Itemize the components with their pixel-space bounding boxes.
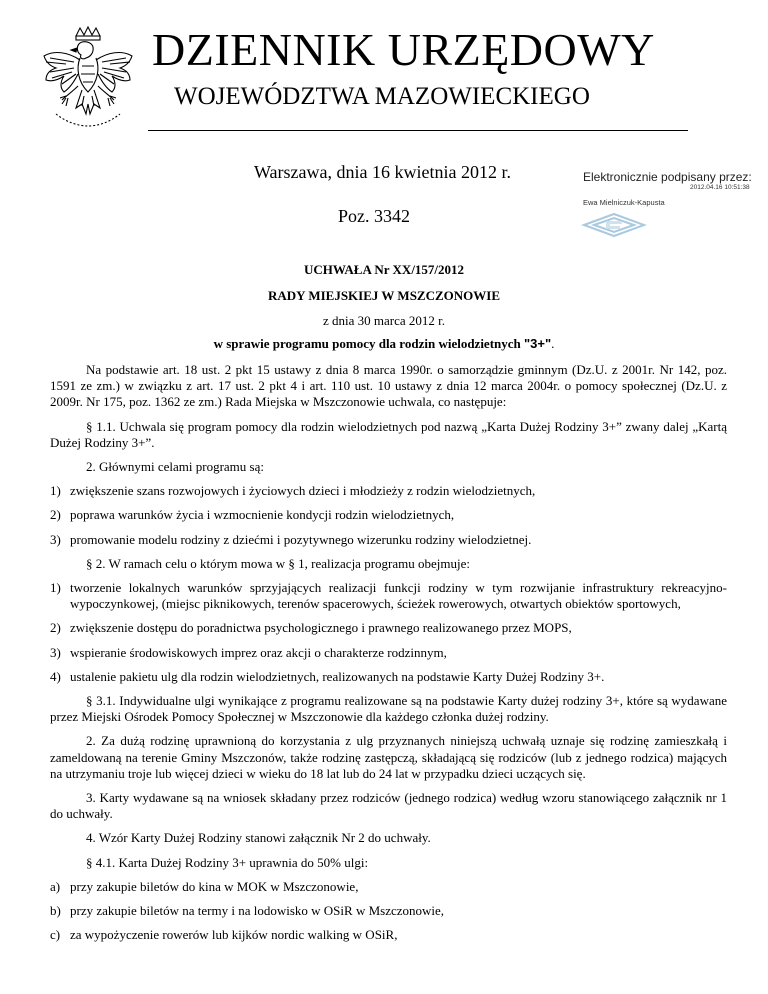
list-text: zwiększenie dostępu do poradnictwa psychologicznego i prawnego realizowanego przez MOPS,	[70, 620, 572, 636]
list-marker: b)	[50, 903, 61, 919]
list-item	[50, 669, 727, 685]
list-item	[50, 483, 727, 499]
section-4-1: § 4.1. Karta Dużej Rodziny 3+ uprawnia do 50% ulgi:	[86, 854, 369, 870]
act-date: z dnia 30 marca 2012 r.	[322, 313, 445, 328]
list-marker: 1)	[50, 580, 61, 596]
list-item	[50, 879, 727, 895]
signature-name: Ewa Mielniczuk-Kapusta	[583, 198, 665, 207]
list-item	[50, 532, 727, 548]
section-1-2: 2. Głównymi celami programu są:	[86, 459, 264, 475]
list-marker: 3)	[50, 531, 61, 547]
act-subject	[0, 336, 768, 352]
list-text: ustalenie pakietu ulg dla rodzin wielodzietnych, realizowanych na podstawie Karty Dużej Rodziny 3+.	[70, 668, 605, 684]
list-item	[50, 620, 727, 636]
list-marker: c)	[50, 927, 61, 943]
list-item	[50, 927, 727, 943]
list-text: tworzenie lokalnych warunków sprzyjających realizacji funkcji rodziny w tym rozwijanie infrastruktury rekreacyjno-wypoczynkowej, (miejsc piknikowych, terenów spacerowych, ścieżek rowerowych, otwartych obiektów sportowych,	[70, 580, 727, 612]
list-text: wspieranie środowiskowych imprez oraz akcji o charakterze rodzinnym,	[70, 644, 447, 660]
section-3-3: 3. Karty wydawane są na wniosek składany przez rodziców (jednego rodzica) według wzoru stanowiącego załącznik nr 1 do uchwały.	[50, 790, 727, 822]
act-council: RADY MIEJSKIEJ W MSZCZONOWIE	[268, 288, 500, 303]
list-marker: 2)	[50, 620, 61, 636]
list-marker: 2)	[50, 507, 61, 523]
polish-eagle-emblem-icon	[36, 26, 141, 138]
place-date: Warszawa, dnia 16 kwietnia 2012 r.	[254, 162, 511, 182]
position-number: Poz. 3342	[338, 206, 410, 226]
gazette-subtitle: WOJEWÓDZTWA MAZOWIECKIEGO	[174, 83, 590, 110]
act-subject-period: .	[551, 336, 555, 351]
list-item	[50, 580, 727, 612]
list-text: zwiększenie szans rozwojowych i życiowych dzieci i młodzieży z rodzin wielodzietnych,	[70, 483, 536, 499]
document-body	[50, 362, 727, 951]
act-subject-text: w sprawie programu pomocy dla rodzin wielodzietnych	[213, 336, 525, 351]
digital-signature-icon[interactable]	[580, 211, 648, 239]
list-marker: 1)	[50, 483, 61, 499]
preamble: Na podstawie art. 18 ust. 2 pkt 15 ustawy z dnia 8 marca 1990r. o samorządzie gminnym (Dz.U. z 2001r. Nr 142, poz. 1591 ze zm.) w związku z art. 17 ust. 2 pkt 4 i art. 110 ust. 10 ustawy z dnia 12 marca 2004r. o pomocy społecznej (Dz.U. z 2009r. Nr 175, poz. 1362 ze zm.) Rada Miejska w Mszczonowie uchwala, co następuje:	[50, 362, 727, 410]
header-divider	[148, 130, 688, 131]
section-1-1: § 1.1. Uchwala się program pomocy dla rodzin wielodzietnych pod nazwą „Karta Dużej Rodziny 3+” zwany dalej „Kartą Dużej Rodziny 3+”.	[50, 418, 727, 450]
list-item	[50, 645, 727, 661]
section-3-1: § 3.1. Indywidualne ulgi wynikające z programu realizowane są na podstawie Karty dużej rodziny 3+, które są wydawane przez Miejski Ośrodek Pomocy Społecznej w Mszczonowie dla każdego członka dużej rodziny.	[50, 693, 727, 725]
list-item	[50, 903, 727, 919]
signature-timestamp: 2012.04.16 10:51:38	[690, 184, 750, 191]
list-text: przy zakupie biletów na termy i na lodowisko w OSiR w Mszczonowie,	[70, 903, 445, 919]
list-text: za wypożyczenie rowerów lub kijków nordic walking w OSiR,	[70, 927, 398, 943]
list-text: przy zakupie biletów do kina w MOK w Mszczonowie,	[70, 878, 359, 894]
list-marker: 3)	[50, 644, 61, 660]
act-title: UCHWAŁA Nr XX/157/2012	[303, 262, 465, 277]
list-marker: 4)	[50, 668, 61, 684]
signature-label: Elektronicznie podpisany przez:	[583, 170, 752, 184]
list-text: promowanie modelu rodziny z dziećmi i pozytywnego wizerunku rodziny wielodzietnej.	[70, 531, 532, 547]
section-3-2: 2. Za dużą rodzinę uprawnioną do korzystania z ulg przyznanych niniejszą uchwałą uznaje się rodzinę zamieszkałą i zameldowaną na terenie Gminy Mszczonów, także rodzinę zastępczą, składającą się rodziców (lub z jednego rodzica) mających na utrzymaniu troje lub więcej dzieci w wieku do 18 lat lub do 24 lat w przypadku dzieci uczących się.	[50, 733, 727, 781]
section-2: § 2. W ramach celu o którym mowa w § 1, realizacja programu obejmuje:	[86, 555, 470, 571]
section-3-4: 4. Wzór Karty Dużej Rodziny stanowi załącznik Nr 2 do uchwały.	[86, 830, 431, 846]
list-text: poprawa warunków życia i wzmocnienie kondycji rodzin wielodzietnych,	[70, 507, 455, 523]
list-item	[50, 507, 727, 523]
act-subject-quote: "3+"	[524, 336, 552, 351]
list-marker: a)	[50, 878, 61, 894]
gazette-title: DZIENNIK URZĘDOWY	[152, 24, 655, 75]
